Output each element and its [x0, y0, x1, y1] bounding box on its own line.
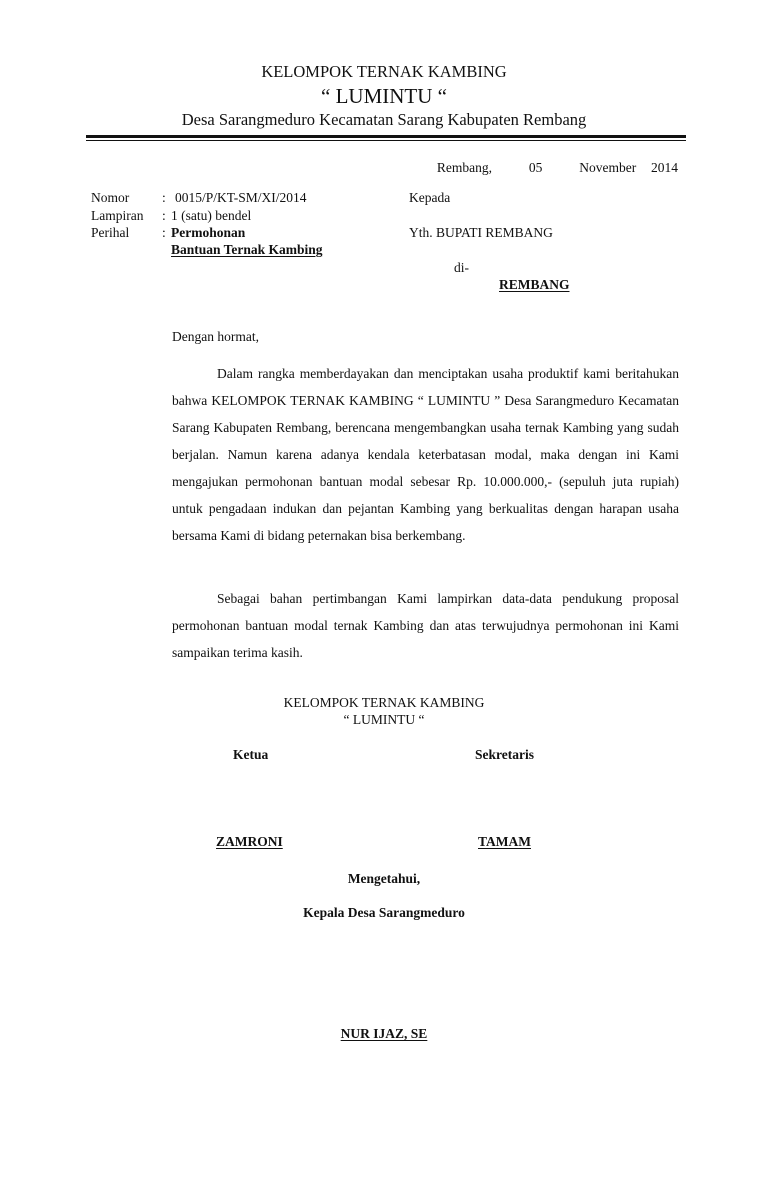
recipient-name: Yth. BUPATI REMBANG [409, 225, 553, 240]
perihal-label: Perihal [91, 225, 130, 240]
nomor-value: 0015/P/KT-SM/XI/2014 [175, 190, 307, 205]
letterhead-divider-thick [86, 135, 686, 138]
kades-name: NUR IJAZ, SE [340, 1026, 428, 1041]
nomor-label: Nomor [91, 190, 130, 205]
nomor-colon: : [162, 190, 166, 205]
letterhead-org-nickname: “ LUMINTU “ [321, 84, 447, 108]
perihal-colon: : [162, 225, 166, 240]
perihal-value-line2: Bantuan Ternak Kambing [171, 242, 323, 257]
lampiran-label: Lampiran [91, 208, 144, 223]
recipient-kepada: Kepada [409, 190, 451, 205]
perihal-value-line1: Permohonan [171, 225, 246, 240]
closing-org-name: KELOMPOK TERNAK KAMBING [283, 695, 485, 710]
recipient-di: di- [454, 260, 469, 275]
ketua-name: ZAMRONI [216, 834, 283, 849]
salutation: Dengan hormat, [172, 329, 259, 344]
letter-date: Rembang, 05 November 2014 [436, 160, 678, 175]
mengetahui-label: Mengetahui, [347, 871, 421, 886]
closing-org-nickname: “ LUMINTU “ [343, 712, 425, 727]
kades-title: Kepala Desa Sarangmeduro [303, 905, 465, 920]
body-paragraph-2: Sebagai bahan pertimbangan Kami lampirkan data-data pendukung proposal permohonan bantuan modal ternak Kambing dan atas terwujudnya permohonan ini Kami sampaikan terima kasih. [172, 591, 679, 660]
sekretaris-title: Sekretaris [475, 747, 534, 762]
lampiran-colon: : [162, 208, 166, 223]
letterhead-org-name: KELOMPOK TERNAK KAMBING [261, 62, 507, 81]
body-paragraph-1: Dalam rangka memberdayakan dan menciptakan usaha produktif kami beritahukan bahwa KELOMPOK TERNAK KAMBING “ LUMINTU ” Desa Sarangmeduro Kecamatan Sarang Kabupaten Rembang, berencana mengembangkan usaha ternak Kambing yang sudah berjalan. Namun karena adanya kendala keterbatasan modal, maka dengan ini Kami mengajukan permohonan bantuan modal sebesar Rp. 10.000.000,- (sepuluh juta rupiah) untuk pengadaan indukan dan pejantan Kambing yang berkualitas dengan harapan usaha bersama Kami di bidang peternakan bisa berkembang. [172, 366, 679, 543]
letterhead-address: Desa Sarangmeduro Kecamatan Sarang Kabupaten Rembang [181, 110, 587, 129]
recipient-city: REMBANG [499, 277, 570, 292]
ketua-title: Ketua [233, 747, 269, 762]
letterhead-divider-thin [86, 140, 686, 141]
sekretaris-name: TAMAM [478, 834, 531, 849]
lampiran-value: 1 (satu) bendel [171, 208, 252, 223]
